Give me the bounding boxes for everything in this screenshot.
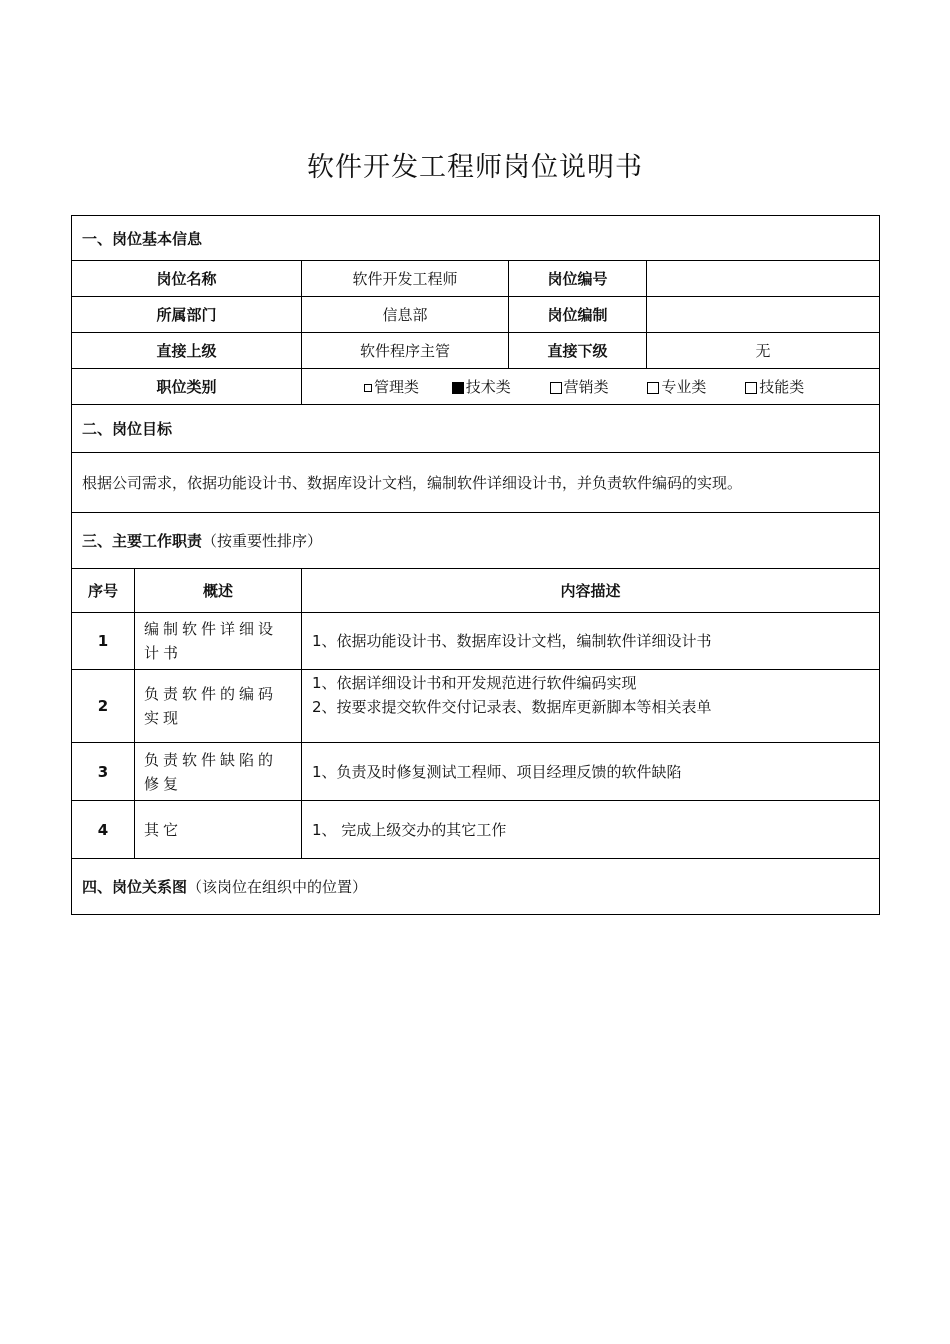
row-description [302, 670, 880, 743]
row-summary: 负责软件缺陷的修复 [135, 743, 302, 801]
description-item: 1、依据详细设计书和开发规范进行软件编码实现 [312, 674, 637, 692]
section3-title: 三、主要工作职责 [82, 532, 203, 550]
category-text: 专业类 [661, 378, 707, 396]
section3-note: （按重要性排序） [202, 532, 323, 550]
row-number: 2 [72, 670, 135, 743]
table-row [72, 670, 880, 743]
category-text: 技术类 [465, 378, 511, 396]
position-code-value [647, 261, 880, 297]
category-option-professional [647, 376, 706, 397]
category-options [302, 369, 880, 405]
category-label: 职位类别 [72, 369, 302, 405]
category-text: 营销类 [563, 378, 609, 396]
job-description-table [71, 215, 880, 915]
headcount-label: 岗位编制 [509, 297, 647, 333]
row-number: 4 [72, 801, 135, 859]
supervisor-label: 直接上级 [72, 333, 302, 369]
table-row [72, 613, 880, 670]
checkbox-empty-icon [647, 382, 659, 394]
subordinate-value: 无 [647, 333, 880, 369]
category-text: 技能类 [759, 378, 805, 396]
row-number: 1 [72, 613, 135, 670]
section4-heading [72, 859, 880, 915]
row-description [302, 613, 880, 670]
row-summary: 其它 [135, 801, 302, 859]
col-header-summary: 概述 [135, 569, 302, 613]
category-text: 管理类 [374, 378, 420, 396]
description-item: 1、负责及时修复测试工程师、项目经理反馈的软件缺陷 [312, 762, 682, 781]
section4-note: （该岗位在组织中的位置） [187, 878, 368, 896]
description-item: 2、按要求提交软件交付记录表、数据库更新脚本等相关表单 [312, 698, 712, 716]
category-option-marketing [550, 376, 609, 397]
row-number: 3 [72, 743, 135, 801]
headcount-value [647, 297, 880, 333]
checkbox-empty-icon [745, 382, 757, 394]
checkbox-empty-icon [550, 382, 562, 394]
checkbox-empty-icon [364, 384, 372, 392]
category-option-technical [452, 376, 511, 397]
category-option-management [364, 376, 419, 397]
section1-heading: 一、岗位基本信息 [72, 216, 880, 261]
position-name-value: 软件开发工程师 [302, 261, 509, 297]
col-header-number: 序号 [72, 569, 135, 613]
row-description [302, 801, 880, 859]
department-label: 所属部门 [72, 297, 302, 333]
subordinate-label: 直接下级 [509, 333, 647, 369]
section3-heading [72, 513, 880, 569]
table-row [72, 801, 880, 859]
description-item: 1、 完成上级交办的其它工作 [312, 820, 507, 839]
section2-heading: 二、岗位目标 [72, 405, 880, 453]
section4-title: 四、岗位关系图 [82, 878, 188, 896]
supervisor-value: 软件程序主管 [302, 333, 509, 369]
col-header-description: 内容描述 [302, 569, 880, 613]
row-summary: 编制软件详细设计书 [135, 613, 302, 670]
description-item: 1、依据功能设计书、数据库设计文档，编制软件详细设计书 [312, 632, 712, 650]
position-goal-text: 根据公司需求，依据功能设计书、数据库设计文档，编制软件详细设计书，并负责软件编码的实现。 [72, 453, 880, 513]
department-value: 信息部 [302, 297, 509, 333]
checkbox-checked-icon [452, 382, 464, 394]
page-title: 软件开发工程师岗位说明书 [307, 152, 643, 183]
position-name-label: 岗位名称 [72, 261, 302, 297]
category-option-skill [745, 376, 804, 397]
row-description [302, 743, 880, 801]
position-code-label: 岗位编号 [509, 261, 647, 297]
row-summary: 负责软件的编码实现 [135, 670, 302, 743]
table-row [72, 743, 880, 801]
